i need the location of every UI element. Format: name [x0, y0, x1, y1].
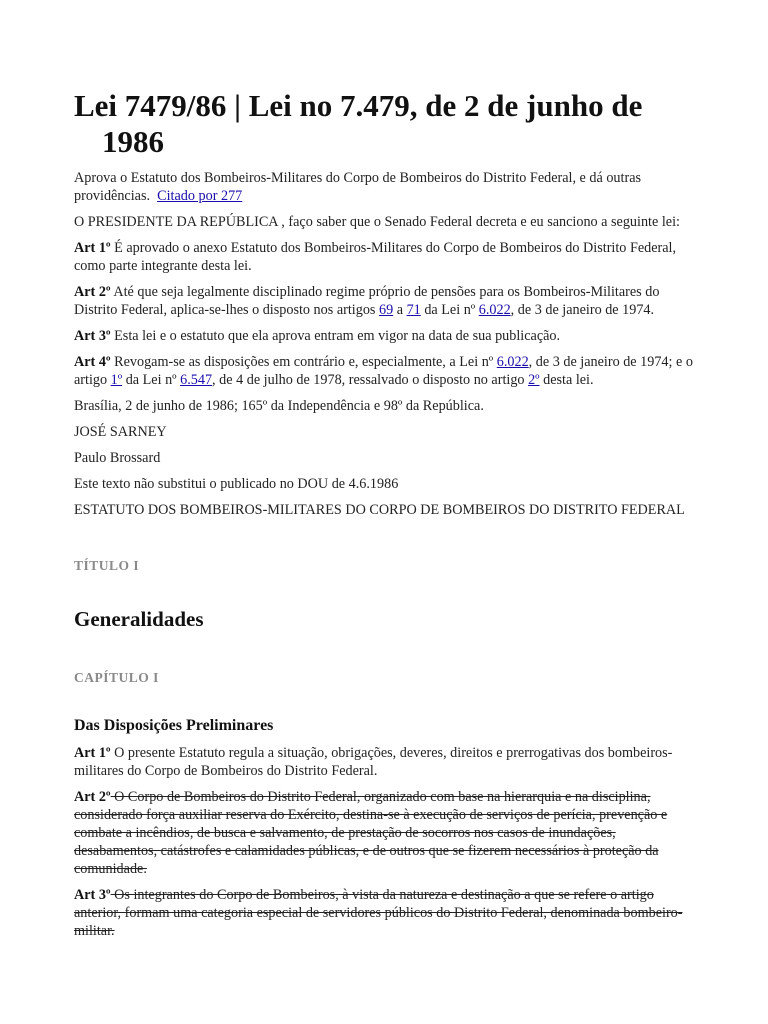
- estatuto-heading: ESTATUTO DOS BOMBEIROS-MILITARES DO CORPO DE BOMBEIROS DO DISTRITO FEDERAL: [74, 502, 685, 518]
- estatuto-article-1: Art 1º O presente Estatuto regula a situação, obrigações, deveres, direitos e prerrogativas dos bombeiros-militares do Corpo de Bombeiros do Distrito Federal.: [74, 745, 673, 779]
- article-label: Art 1º: [74, 745, 111, 761]
- article-label: Art 3º: [74, 328, 111, 344]
- article-label: Art 3º: [74, 887, 111, 903]
- article-2: Art 2º Até que seja legalmente disciplinado regime próprio de pensões para os Bombeiros-Militares do Distrito Federal, aplica-se-lhes o disposto nos artigos 69 a 71 da Lei nº 6.022, de 3 de janeiro de 1974.: [74, 284, 660, 318]
- subsection-heading: Das Disposições Preliminares: [74, 717, 274, 734]
- link-art-2[interactable]: 2º: [528, 372, 540, 388]
- preamble: O PRESIDENTE DA REPÚBLICA , faço saber que o Senado Federal decreta e eu sanciono a seguinte lei:: [74, 214, 680, 230]
- article-1: Art 1º É aprovado o anexo Estatuto dos Bombeiros-Militares do Corpo de Bombeiros do Distrito Federal, como parte integrante desta lei.: [74, 240, 677, 274]
- estatuto-article-3: [74, 886, 700, 940]
- estatuto-article-2: [74, 788, 700, 878]
- link-art-1[interactable]: 1º: [110, 372, 123, 388]
- article-4: Art 4º Revogam-se as disposições em contrário e, especialmente, a Lei nº 6.022, de 3 de janeiro de 1974; e o artigo 1º da Lei nº 6.547, de 4 de julho de 1978, ressalvado o disposto no artigo 2º desta lei.: [74, 354, 693, 388]
- article-label: Art 2º: [74, 789, 111, 805]
- article-3: Art 3º Esta lei e o estatuto que ela aprova entram em vigor na data de sua publicação.: [74, 328, 561, 344]
- article-label: Art 1º: [74, 240, 111, 256]
- link-art-69[interactable]: 69: [378, 302, 394, 318]
- signature-president: JOSÉ SARNEY: [74, 424, 167, 440]
- cited-by-link[interactable]: Citado por 277: [157, 188, 243, 204]
- revoked-text: O Corpo de Bombeiros do Distrito Federal, organizado com base na hierarquia e na disciplina, considerado força auxiliar reserva do Exército, destina-se à execução de serviços de perícia, prevenção e combate a incêndios, de busca e salvamento, de prestação de socorros nos casos de inundações, desabamentos, catástrofes e calamidades públicas, e de outros que se fizerem necessários à proteção da comunidade.: [74, 789, 668, 877]
- signature-minister: Paulo Brossard: [74, 450, 161, 466]
- capitulo-heading: CAPÍTULO I: [74, 670, 159, 685]
- link-lei-6022[interactable]: 6.022: [496, 354, 529, 370]
- titulo-heading: TÍTULO I: [74, 558, 140, 573]
- link-art-71[interactable]: 71: [406, 302, 421, 318]
- section-heading: Generalidades: [74, 607, 204, 631]
- article-label: Art 2º: [74, 284, 111, 300]
- article-label: Art 4º: [74, 354, 111, 370]
- page-title: Lei 7479/86 | Lei no 7.479, de 2 de junho de 1986: [74, 88, 643, 159]
- dou-note: Este texto não substitui o publicado no DOU de 4.6.1986: [74, 476, 399, 492]
- revoked-text: Os integrantes do Corpo de Bombeiros, à vista da natureza e destinação a que se refere o artigo anterior, formam uma categoria especial de servidores públicos do Distrito Federal, denominada bombeiro-militar.: [74, 887, 683, 939]
- link-lei-6022[interactable]: 6.022: [478, 302, 511, 318]
- date-line: Brasília, 2 de junho de 1986; 165º da Independência e 98º da República.: [74, 398, 484, 414]
- law-summary: Aprova o Estatuto dos Bombeiros-Militares do Corpo de Bombeiros do Distrito Federal, e dá outras providências. Citado por 277: [74, 170, 642, 204]
- link-lei-6547[interactable]: 6.547: [180, 372, 213, 388]
